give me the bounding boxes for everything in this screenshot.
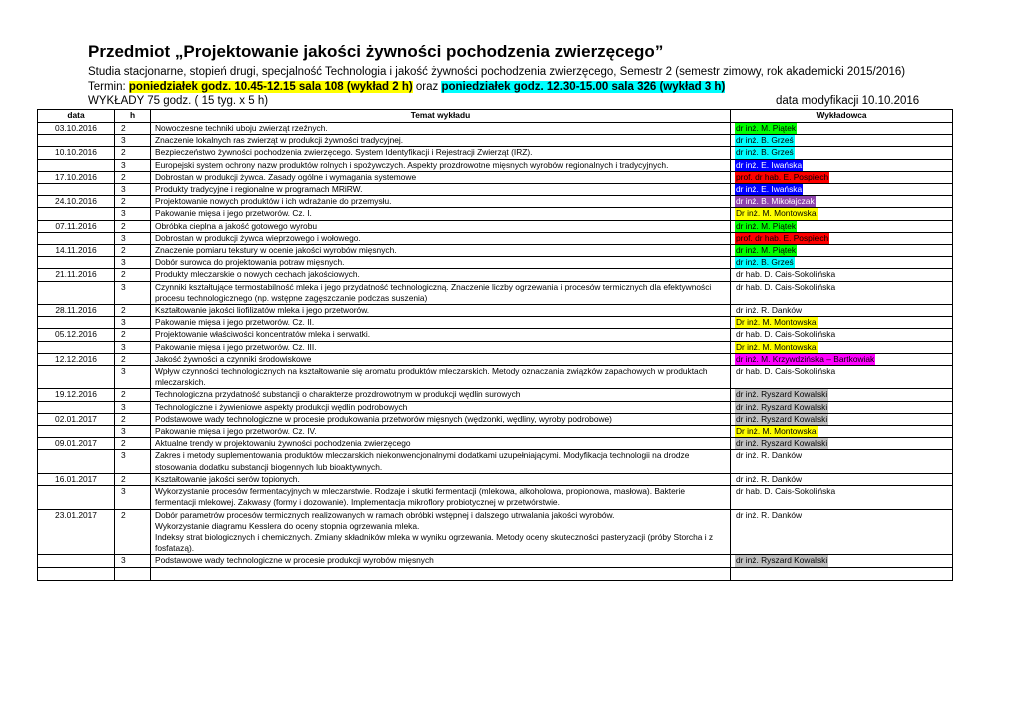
row-date bbox=[38, 159, 115, 171]
row-date: 09.01.2017 bbox=[38, 438, 115, 450]
row-lecturer-cell bbox=[731, 147, 953, 159]
row-lecturer: dr hab. D. Cais-Sokolińska bbox=[736, 329, 836, 340]
row-topic: Jakość żywności a czynniki środowiskowe bbox=[151, 353, 731, 365]
row-hours: 2 bbox=[115, 171, 151, 183]
row-hours: 2 bbox=[115, 220, 151, 232]
row-lecturer-cell bbox=[731, 473, 953, 485]
row-topic: Projektowanie nowych produktów i ich wdrażanie do przemysłu. bbox=[151, 196, 731, 208]
row-topic: Czynniki kształtujące termostabilność mleka i jego przydatność technologiczną. Znaczenie liczby ogrzewania i procesów termicznych dla efektywności procesu technologicznego (np. wstępne zagęszczanie podczas suszenia) bbox=[151, 281, 731, 304]
table-row bbox=[38, 220, 953, 232]
table-row bbox=[38, 159, 953, 171]
row-date bbox=[38, 486, 115, 509]
row-lecturer: dr inż. B. Grześ bbox=[736, 257, 794, 268]
table-row bbox=[38, 232, 953, 244]
row-date: 23.01.2017 bbox=[38, 509, 115, 555]
row-lecturer: dr inż. M. Piątek bbox=[736, 123, 797, 133]
row-lecturer-cell bbox=[731, 353, 953, 365]
row-lecturer: dr hab. D. Cais-Sokolińska bbox=[736, 281, 836, 292]
row-date: 10.10.2016 bbox=[38, 147, 115, 159]
row-hours: 2 bbox=[115, 438, 151, 450]
row-hours: 2 bbox=[115, 196, 151, 208]
table-header-row bbox=[38, 110, 953, 123]
row-topic: Wpływ czynności technologicznych na kształtowanie się aromatu produktów mleczarskich. Metody oznaczania związków zapachowych w produktach mleczarskich. bbox=[151, 366, 731, 389]
row-lecturer: Dr inż. M. Montowska bbox=[736, 426, 817, 437]
row-lecturer-cell bbox=[731, 269, 953, 281]
lecture-hours: WYKŁADY 75 godz. ( 15 tyg. x 5 h) bbox=[88, 95, 269, 107]
term-conjunction: oraz bbox=[415, 81, 439, 93]
row-lecturer: dr inż. Ryszard Kowalski bbox=[736, 438, 828, 449]
row-topic: Europejski system ochrony nazw produktów rolnych i spożywczych. Aspekty prozdrowotne mięsnych wyrobów regionalnych i tradycyjnych. bbox=[151, 159, 731, 171]
term-slot-a: poniedziałek godz. 10.45-12.15 sala 108 (wykład 2 h) bbox=[128, 81, 413, 93]
column-header-date: data bbox=[38, 110, 115, 123]
row-lecturer: dr inż. R. Danków bbox=[736, 509, 803, 520]
row-lecturer-cell bbox=[731, 245, 953, 257]
row-lecturer: dr hab. D. Cais-Sokolińska bbox=[736, 486, 836, 497]
table-row bbox=[38, 147, 953, 159]
row-lecturer-cell bbox=[731, 555, 953, 567]
row-lecturer-cell bbox=[731, 486, 953, 509]
table-row bbox=[38, 281, 953, 304]
row-lecturer: dr inż. M. Piątek bbox=[736, 220, 797, 231]
row-hours: 3 bbox=[115, 208, 151, 220]
row-hours: 2 bbox=[115, 353, 151, 365]
row-date bbox=[38, 401, 115, 413]
row-topic: Znaczenie pomiaru tekstury w ocenie jakości wyrobów mięsnych. bbox=[151, 245, 731, 257]
table-row bbox=[38, 171, 953, 183]
row-lecturer-cell bbox=[731, 232, 953, 244]
table-body bbox=[38, 123, 953, 581]
row-topic: Pakowanie mięsa i jego przetworów. Cz. I. bbox=[151, 208, 731, 220]
row-lecturer: dr inż. R. Danków bbox=[736, 450, 803, 461]
row-date: 05.12.2016 bbox=[38, 329, 115, 341]
row-topic: Kształtowanie jakości serów topionych. bbox=[151, 473, 731, 485]
row-hours: 3 bbox=[115, 426, 151, 438]
row-date: 19.12.2016 bbox=[38, 389, 115, 401]
row-lecturer: dr inż. M. Krzywdzińska – Bartkowiak bbox=[736, 353, 875, 364]
row-hours: 2 bbox=[115, 269, 151, 281]
row-hours: 3 bbox=[115, 317, 151, 329]
table-row bbox=[38, 426, 953, 438]
row-hours: 3 bbox=[115, 366, 151, 389]
row-lecturer-cell bbox=[731, 208, 953, 220]
row-topic: Obróbka cieplna a jakość gotowego wyrobu bbox=[151, 220, 731, 232]
row-lecturer-cell bbox=[731, 450, 953, 473]
row-topic: Pakowanie mięsa i jego przetworów. Cz. III. bbox=[151, 341, 731, 353]
table-row bbox=[38, 208, 953, 220]
row-date: 24.10.2016 bbox=[38, 196, 115, 208]
row-date bbox=[38, 426, 115, 438]
row-lecturer-cell bbox=[731, 281, 953, 304]
row-lecturer-cell bbox=[731, 341, 953, 353]
empty-cell bbox=[38, 567, 115, 580]
row-lecturer: dr inż. Ryszard Kowalski bbox=[736, 555, 828, 566]
row-lecturer-cell bbox=[731, 123, 953, 135]
row-topic: Pakowanie mięsa i jego przetworów. Cz. IV. bbox=[151, 426, 731, 438]
row-topic: Zakres i metody suplementowania produktów mleczarskich niekonwencjonalnymi dodatkami uzupełniającymi. Modyfikacja technologii na drodze stosowania dodatku substancji biogennych lub bioaktywnych. bbox=[151, 450, 731, 473]
row-hours: 2 bbox=[115, 413, 151, 425]
row-lecturer-cell bbox=[731, 329, 953, 341]
row-lecturer-cell bbox=[731, 196, 953, 208]
row-topic: Kształtowanie jakości liofilizatów mleka i jego przetworów. bbox=[151, 305, 731, 317]
column-header-lecturer: Wykładowca bbox=[731, 110, 953, 123]
row-lecturer-cell bbox=[731, 257, 953, 269]
row-lecturer: dr inż. B. Grześ bbox=[736, 147, 794, 158]
row-hours: 2 bbox=[115, 123, 151, 135]
row-hours: 3 bbox=[115, 257, 151, 269]
row-hours: 3 bbox=[115, 401, 151, 413]
row-hours: 3 bbox=[115, 450, 151, 473]
row-hours: 3 bbox=[115, 135, 151, 147]
row-lecturer: Dr inż. M. Montowska bbox=[736, 208, 817, 219]
table-row bbox=[38, 401, 953, 413]
row-lecturer: Dr inż. M. Montowska bbox=[736, 341, 817, 352]
row-lecturer: dr inż. Ryszard Kowalski bbox=[736, 413, 828, 424]
row-hours: 3 bbox=[115, 281, 151, 304]
row-date: 12.12.2016 bbox=[38, 353, 115, 365]
row-lecturer: prof. dr hab. E. Pospiech bbox=[736, 232, 829, 243]
row-date bbox=[38, 555, 115, 567]
table-row bbox=[38, 123, 953, 135]
row-topic: Projektowanie właściwości koncentratów mleka i serwatki. bbox=[151, 329, 731, 341]
row-hours: 3 bbox=[115, 555, 151, 567]
row-topic: Dobrostan w produkcji żywca. Zasady ogólne i wymagania systemowe bbox=[151, 171, 731, 183]
table-row bbox=[38, 269, 953, 281]
row-topic: Wykorzystanie procesów fermentacyjnych w mleczarstwie. Rodzaje i skutki fermentacji (mlekowa, alkoholowa, propionowa, masłowa). Bakterie fermentacji mlekowej. Zakwasy (formy i dozowanie). Implementacja mikroflory probiotycznej w przetwórstwie. bbox=[151, 486, 731, 509]
table-row bbox=[38, 438, 953, 450]
row-topic: Produkty tradycyjne i regionalne w programach MRiRW. bbox=[151, 184, 731, 196]
row-hours: 2 bbox=[115, 509, 151, 555]
row-lecturer-cell bbox=[731, 159, 953, 171]
row-hours: 3 bbox=[115, 184, 151, 196]
row-lecturer-cell bbox=[731, 509, 953, 555]
row-hours: 3 bbox=[115, 486, 151, 509]
row-hours: 3 bbox=[115, 341, 151, 353]
row-date bbox=[38, 341, 115, 353]
row-date bbox=[38, 317, 115, 329]
modification-date: data modyfikacji 10.10.2016 bbox=[776, 95, 920, 107]
row-lecturer-cell bbox=[731, 135, 953, 147]
row-date bbox=[38, 184, 115, 196]
row-date bbox=[38, 135, 115, 147]
row-date bbox=[38, 208, 115, 220]
table-row bbox=[38, 450, 953, 473]
row-lecturer-cell bbox=[731, 366, 953, 389]
table-row bbox=[38, 509, 953, 555]
row-hours: 3 bbox=[115, 159, 151, 171]
table-row bbox=[38, 413, 953, 425]
row-date bbox=[38, 450, 115, 473]
table-row bbox=[38, 486, 953, 509]
empty-cell bbox=[115, 567, 151, 580]
row-lecturer-cell bbox=[731, 220, 953, 232]
row-lecturer: dr inż. M. Piątek bbox=[736, 245, 797, 256]
row-date bbox=[38, 232, 115, 244]
row-topic: Pakowanie mięsa i jego przetworów. Cz. II. bbox=[151, 317, 731, 329]
row-lecturer: dr inż. R. Danków bbox=[736, 305, 803, 316]
row-topic: Podstawowe wady technologiczne w procesie produkcji wyrobów mięsnych bbox=[151, 555, 731, 567]
column-header-topic: Temat wykładu bbox=[151, 110, 731, 123]
row-topic: Dobór parametrów procesów termicznych realizowanych w ramach obróbki wstępnej i dalszego utrwalania jakości wyrobów. Wykorzystanie diagramu Kesslera do oceny stopnia ogrzewania mleka. Indeksy strat biologicznych i chemicznych. Zmiany składników mleka w wyniku ogrzewania. Metody oceny skuteczności pasteryzacji (próby Storcha i z fosfatazą). bbox=[151, 509, 731, 555]
empty-cell bbox=[151, 567, 731, 580]
row-lecturer: Dr inż. M. Montowska bbox=[736, 317, 817, 328]
table-row bbox=[38, 257, 953, 269]
table-row bbox=[38, 196, 953, 208]
row-lecturer: prof. dr hab. E. Pospiech bbox=[736, 171, 829, 182]
row-lecturer: dr inż. B. Mikołajczak bbox=[736, 196, 815, 207]
row-lecturer: dr hab. D. Cais-Sokolińska bbox=[736, 269, 836, 280]
row-date: 28.11.2016 bbox=[38, 305, 115, 317]
row-topic: Aktualne trendy w projektowaniu żywności pochodzenia zwierzęcego bbox=[151, 438, 731, 450]
row-lecturer: dr inż. B. Grześ bbox=[736, 135, 794, 146]
table-row bbox=[38, 353, 953, 365]
row-lecturer: dr inż. Ryszard Kowalski bbox=[736, 401, 828, 412]
table-row bbox=[38, 135, 953, 147]
schedule-table bbox=[37, 109, 953, 581]
column-header-hours: h bbox=[115, 110, 151, 123]
row-lecturer-cell bbox=[731, 305, 953, 317]
row-topic: Dobrostan w produkcji żywca wieprzowego i wołowego. bbox=[151, 232, 731, 244]
row-lecturer-cell bbox=[731, 438, 953, 450]
row-lecturer: dr inż. R. Danków bbox=[736, 473, 803, 484]
row-hours: 2 bbox=[115, 389, 151, 401]
table-row bbox=[38, 245, 953, 257]
table-row-empty bbox=[38, 567, 953, 580]
table-row bbox=[38, 366, 953, 389]
table-row bbox=[38, 317, 953, 329]
schedule-term bbox=[88, 81, 725, 93]
table-row bbox=[38, 473, 953, 485]
row-date bbox=[38, 366, 115, 389]
row-hours: 2 bbox=[115, 305, 151, 317]
row-date bbox=[38, 257, 115, 269]
table-row bbox=[38, 341, 953, 353]
row-lecturer-cell bbox=[731, 413, 953, 425]
table-row bbox=[38, 184, 953, 196]
row-date: 16.01.2017 bbox=[38, 473, 115, 485]
row-date: 17.10.2016 bbox=[38, 171, 115, 183]
row-hours: 2 bbox=[115, 245, 151, 257]
row-lecturer-cell bbox=[731, 401, 953, 413]
term-slot-b: poniedziałek godz. 12.30-15.00 sala 326 (wykład 3 h) bbox=[441, 81, 726, 93]
row-topic: Produkty mleczarskie o nowych cechach jakościowych. bbox=[151, 269, 731, 281]
row-date: 02.01.2017 bbox=[38, 413, 115, 425]
table-row bbox=[38, 305, 953, 317]
row-date: 21.11.2016 bbox=[38, 269, 115, 281]
row-hours: 2 bbox=[115, 473, 151, 485]
row-date: 14.11.2016 bbox=[38, 245, 115, 257]
study-info: Studia stacjonarne, stopień drugi, specjalność Technologia i jakość żywności pochodzenia zwierzęcego, Semestr 2 (semestr zimowy, rok akademicki 2015/2016) bbox=[88, 66, 906, 78]
row-topic: Podstawowe wady technologiczne w procesie produkowania przetworów mięsnych (wędzonki, wędliny, wyroby podrobowe) bbox=[151, 413, 731, 425]
row-topic: Technologiczna przydatność substancji o charakterze prozdrowotnym w produkcji wędlin surowych bbox=[151, 389, 731, 401]
table-row bbox=[38, 329, 953, 341]
row-topic: Znaczenie lokalnych ras zwierząt w produkcji żywności tradycyjnej. bbox=[151, 135, 731, 147]
row-topic: Bezpieczeństwo żywności pochodzenia zwierzęcego. System Identyfikacji i Rejestracji Zwierząt (IRZ). bbox=[151, 147, 731, 159]
row-date bbox=[38, 281, 115, 304]
row-hours: 2 bbox=[115, 147, 151, 159]
row-lecturer-cell bbox=[731, 171, 953, 183]
row-lecturer: dr inż. Ryszard Kowalski bbox=[736, 389, 828, 400]
table-row bbox=[38, 555, 953, 567]
row-topic: Nowoczesne techniki uboju zwierząt rzeźnych. bbox=[151, 123, 731, 135]
row-hours: 3 bbox=[115, 232, 151, 244]
row-lecturer-cell bbox=[731, 317, 953, 329]
row-topic: Technologiczne i żywieniowe aspekty produkcji wędlin podrobowych bbox=[151, 401, 731, 413]
table-row bbox=[38, 389, 953, 401]
row-lecturer-cell bbox=[731, 184, 953, 196]
row-topic: Dobór surowca do projektowania potraw mięsnych. bbox=[151, 257, 731, 269]
term-label: Termin: bbox=[88, 81, 126, 93]
row-lecturer: dr inż. E. Iwańska bbox=[736, 184, 803, 195]
page-title: Przedmiot „Projektowanie jakości żywności pochodzenia zwierzęcego” bbox=[88, 42, 664, 61]
row-lecturer-cell bbox=[731, 426, 953, 438]
row-date: 03.10.2016 bbox=[38, 123, 115, 135]
row-hours: 2 bbox=[115, 329, 151, 341]
row-lecturer: dr hab. D. Cais-Sokolińska bbox=[736, 366, 836, 377]
row-date: 07.11.2016 bbox=[38, 220, 115, 232]
row-lecturer-cell bbox=[731, 389, 953, 401]
empty-cell bbox=[731, 567, 953, 580]
row-lecturer: dr inż. E. Iwańska bbox=[736, 159, 803, 170]
